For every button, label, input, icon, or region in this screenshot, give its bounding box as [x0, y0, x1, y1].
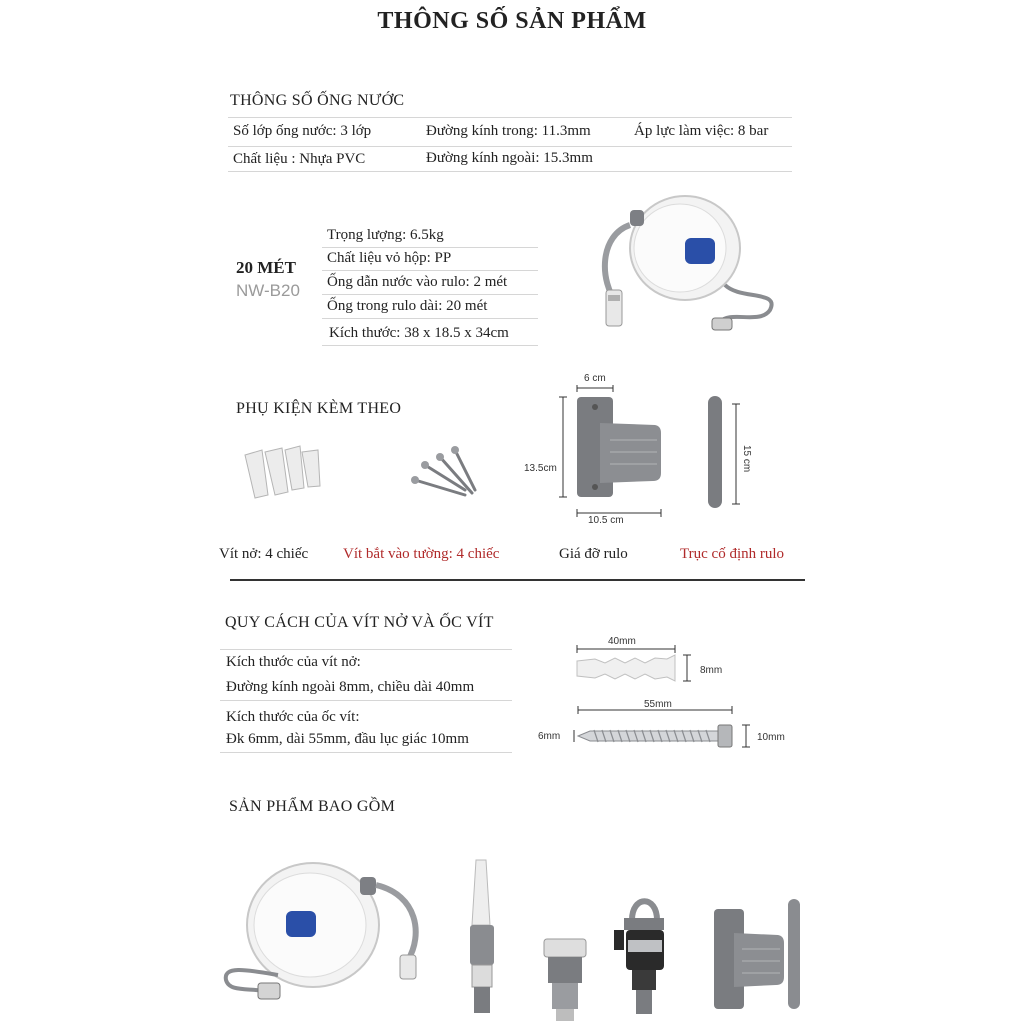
screws-label: Vít bắt vào tường: 4 chiếc — [343, 546, 500, 562]
hose-reel-image — [590, 190, 790, 340]
screw-length-dim: 55mm — [644, 699, 672, 710]
bracket-width-top: 6 cm — [584, 373, 606, 384]
anchor-diagram — [575, 645, 695, 690]
divider — [220, 649, 512, 650]
page-title: THÔNG SỐ SẢN PHẨM — [377, 8, 647, 34]
spray-nozzle-image — [462, 855, 502, 1025]
package-reel-image — [218, 855, 448, 1015]
divider — [322, 247, 538, 248]
wall-screws-image — [410, 445, 480, 500]
screw-spec-heading: QUY CÁCH CỦA VÍT NỞ VÀ ỐC VÍT — [225, 614, 494, 631]
screw-size-label: Kích thước của ốc vít: — [226, 709, 360, 725]
anchor-size-label: Kích thước của vít nở: — [226, 654, 361, 670]
divider — [322, 345, 538, 346]
divider — [228, 146, 792, 147]
bracket-label: Giá đỡ rulo — [559, 546, 628, 562]
hose-inner-diameter: Đường kính trong: 11.3mm — [426, 123, 591, 139]
pin-label: Trục cố định rulo — [680, 546, 785, 562]
pin-height: 15 cm — [741, 445, 752, 473]
anchors-label: Vít nở: 4 chiếc — [219, 546, 309, 562]
screw-head-dim: 10mm — [757, 732, 785, 743]
divider — [228, 171, 792, 172]
divider — [228, 117, 792, 118]
product-case-material: Chất liệu vỏ hộp: PP — [327, 250, 452, 266]
anchor-diameter-dim: 8mm — [700, 665, 723, 676]
package-bracket-image — [712, 905, 812, 1015]
hose-layers: Số lớp ống nước: 3 lớp — [233, 123, 372, 139]
product-inlet-hose: Ống dẫn nước vào rulo: 2 mét — [327, 274, 508, 290]
screw-diagram — [570, 706, 760, 756]
anchor-length-dim: 40mm — [608, 636, 636, 647]
divider — [220, 700, 512, 701]
section-divider — [230, 579, 805, 581]
divider — [322, 318, 538, 319]
hose-outer-diameter: Đường kính ngoài: 15.3mm — [426, 150, 593, 166]
screw-diameter-dim: 6mm — [538, 731, 561, 742]
wall-anchors-image — [240, 440, 330, 500]
bracket-height: 13.5cm — [524, 463, 557, 474]
hose-spec-heading: THÔNG SỐ ỐNG NƯỚC — [230, 92, 405, 109]
bracket-image — [555, 385, 665, 525]
anchor-size-value: Đường kính ngoài 8mm, chiều dài 40mm — [226, 679, 475, 695]
hose-pressure: Áp lực làm việc: 8 bar — [634, 123, 769, 139]
screw-size-value: Đk 6mm, dài 55mm, đầu lục giác 10mm — [226, 731, 469, 747]
bracket-width-bottom: 10.5 cm — [588, 515, 624, 526]
product-model: NW-B20 — [236, 281, 300, 300]
hose-connector-image — [540, 935, 590, 1025]
divider — [322, 294, 538, 295]
product-length: 20 MÉT — [236, 258, 296, 277]
product-dimensions: Kích thước: 38 x 18.5 x 34cm — [329, 325, 509, 341]
faucet-adapter-image — [612, 890, 677, 1020]
hose-material: Chất liệu : Nhựa PVC — [233, 151, 366, 167]
package-heading: SẢN PHẨM BAO GỒM — [229, 798, 396, 815]
product-reel-hose: Ống trong rulo dài: 20 mét — [327, 298, 488, 314]
divider — [322, 270, 538, 271]
accessories-heading: PHỤ KIỆN KÈM THEO — [236, 400, 402, 417]
product-weight: Trọng lượng: 6.5kg — [327, 227, 444, 243]
divider — [220, 752, 512, 753]
